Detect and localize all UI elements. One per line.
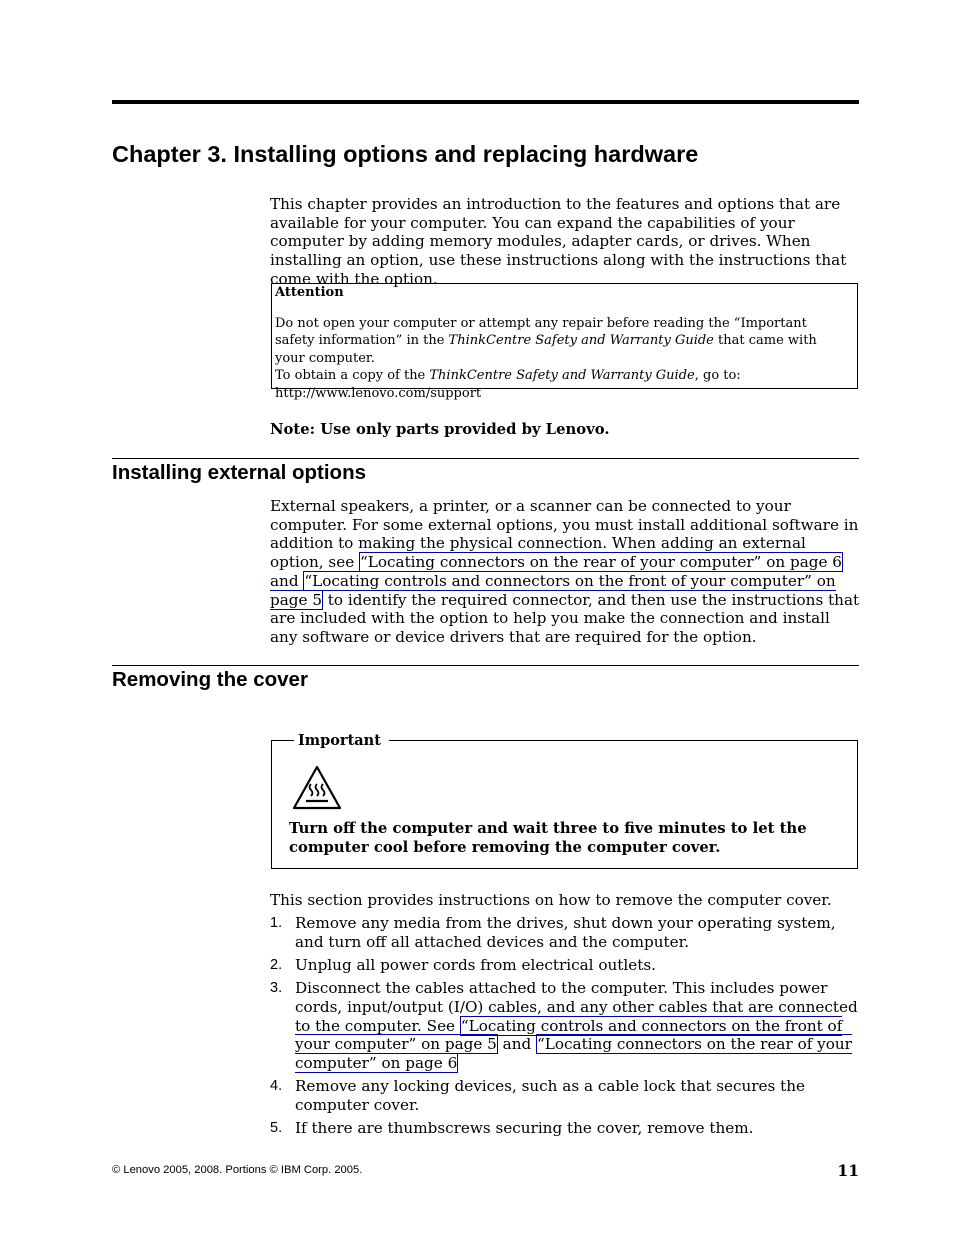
external-and: and — [270, 571, 304, 590]
step-text: Remove any locking devices, such as a cable lock that secures the computer cover. — [295, 1077, 806, 1115]
link-rear-connectors[interactable]: “Locating connectors on the rear of your computer” on page 6 — [360, 553, 842, 572]
link-front-controls[interactable]: “Locating controls and connectors on the front of your computer” on page 5 — [270, 571, 836, 609]
link-front-controls-step[interactable]: “Locating controls and connectors on the front of your computer” on page 5 — [295, 1016, 843, 1054]
attention-label: Attention — [275, 285, 344, 300]
guide-title-2: ThinkCentre Safety and Warranty Guide — [429, 368, 695, 384]
attention-text — [275, 315, 850, 402]
cover-intro-text: This section provides instructions on how to remove the computer cover. — [270, 891, 832, 909]
support-url[interactable]: http://www.lenovo.com/support — [275, 385, 482, 401]
chapter-title: Chapter 3. Installing options and replacing hardware — [112, 141, 699, 167]
important-box — [271, 732, 858, 869]
note-text: Note: Use only parts provided by Lenovo. — [270, 421, 610, 438]
list-item — [270, 1119, 860, 1138]
step-number: 5. — [270, 1120, 283, 1137]
top-rule — [112, 100, 859, 104]
attention-line2-start: To obtain a copy of the — [275, 368, 430, 384]
intro-paragraph — [270, 195, 860, 289]
cover-intro — [270, 891, 860, 910]
attention-line2-end: , go to: — [694, 368, 741, 384]
section-rule-external — [112, 458, 859, 459]
intro-text: This chapter provides an introduction to the features and options that are available for your computer. You can expand the capabilities of your computer by adding memory modules, adapter cards, or drives. When installing an option, use these instructions along with the instructions that come with the option. — [270, 195, 847, 288]
footer-copyright: © Lenovo 2005, 2008. Portions © IBM Corp. 2005. — [112, 1164, 363, 1176]
step-text: Unplug all power cords from electrical outlets. — [295, 956, 656, 974]
removal-steps-list — [270, 914, 860, 1143]
guide-title: ThinkCentre Safety and Warranty Guide — [448, 333, 714, 349]
link-rear-connectors-step[interactable]: “Locating connectors on the rear of your computer” on page 6 — [295, 1035, 852, 1073]
important-text: Turn off the computer and wait three to five minutes to let the computer cool before removing the computer cover. — [289, 820, 807, 856]
step-number: 3. — [270, 980, 283, 997]
step-text: Disconnect the cables attached to the computer. This includes power cords, input/output (I/O) cables, and any other cables that are connected to the computer. See — [295, 979, 858, 1035]
attention-line1-end: that came with your computer. — [275, 333, 817, 366]
heading-removing-the-cover: Removing the cover — [112, 668, 308, 691]
step-and: and — [497, 1035, 537, 1054]
step-number: 2. — [270, 957, 283, 973]
list-item — [270, 956, 860, 975]
heading-installing-external-options: Installing external options — [112, 461, 367, 484]
list-item — [270, 914, 860, 951]
list-item — [270, 979, 860, 1073]
step-text: Remove any media from the drives, shut down your operating system, and turn off all attached devices and the computer. — [295, 914, 836, 951]
step-text: If there are thumbscrews securing the cover, remove them. — [295, 1119, 754, 1138]
attention-box — [271, 283, 858, 401]
page-number: 11 — [837, 1161, 859, 1180]
hot-surface-warning-icon — [291, 764, 343, 812]
external-text-end: to identify the required connector, and then use the instructions that are included with the option to help you make the connection and install any software or device drivers that are required for the option. — [270, 590, 860, 646]
step-number: 1. — [270, 915, 283, 931]
important-label: Important — [294, 732, 389, 749]
list-item — [270, 1077, 860, 1114]
external-text-start: External speakers, a printer, or a scanner can be connected to your computer. For some external options, you must install additional software in addition to making the physical connection. When adding an external option, see — [270, 497, 859, 572]
external-options-paragraph — [270, 497, 860, 647]
step-number: 4. — [270, 1078, 283, 1095]
attention-line1: Do not open your computer or attempt any repair before reading the “Important safety information” in the — [275, 316, 807, 349]
section-rule-cover — [112, 665, 859, 666]
